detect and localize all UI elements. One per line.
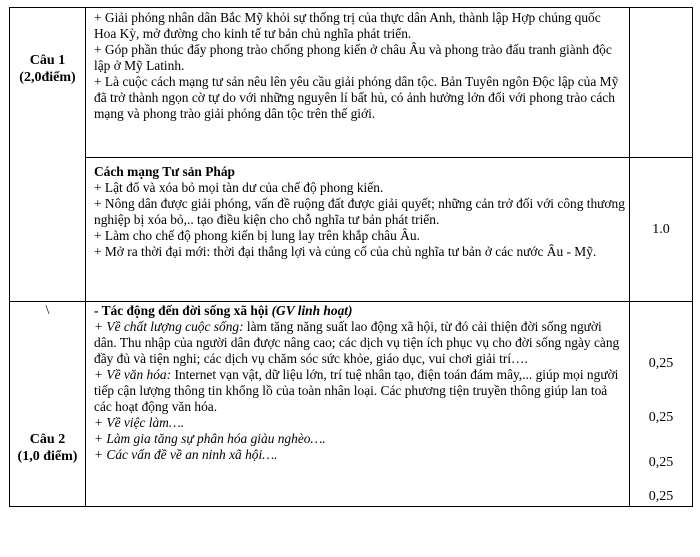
q2-points: (1,0 điểm) (17, 449, 78, 464)
french-heading: Cách mạng Tư sản Pháp (94, 164, 235, 179)
q1-label: Câu 1 (29, 53, 66, 68)
q2-score-4: 0,25 (648, 489, 674, 504)
q1-american-row (10, 8, 693, 158)
q2-security: + Các vấn đề về an ninh xã hội…. (94, 447, 278, 462)
q2-quality (94, 319, 625, 367)
q2-heading: - Tác động đến đời sống xã hội (94, 303, 272, 318)
q2-content (86, 302, 630, 507)
q2-score-3: 0,25 (648, 455, 674, 470)
q2-row (10, 302, 693, 507)
q1-french-row (10, 158, 693, 302)
american-point-3: + Là cuộc cách mạng tư sản nêu lên yêu cầu giải phóng dân tộc. Bản Tuyên ngôn Độc lập của Mỹ đã trở thành ngọn cờ tự do với những nguyên lí bất hủ, có ảnh hưởng lớn đối với phong trào cách mạng và phong trào giải phóng dân tộc trên thế giới. (94, 74, 619, 121)
q2-quality-text: làm tăng năng suất lao động xã hội, từ đó cải thiện đời sống người dân. Thu nhập của người dân được nâng cao; các dịch vụ tiện ích phục vụ cho đời sống ngày càng đầy đủ và tiện nghi; các dịch vụ chăm sóc sức khỏe, giáo dục, vui chơi giải trí…. (94, 319, 620, 366)
q1-points: (2,0điểm) (19, 70, 76, 85)
q1-american-score-cell (630, 8, 693, 158)
q2-jobs: + Về việc làm…. (94, 415, 185, 430)
q2-label: Câu 2 (29, 432, 66, 447)
q2-score-1: 0,25 (648, 356, 674, 371)
french-point-4: + Mở ra thời đại mới: thời đại thắng lợi và củng cố của chủ nghĩa tư bản ở các nước Âu - Mỹ. (94, 244, 597, 259)
q2-heading-note: (GV linh hoạt) (271, 303, 353, 318)
french-point-1: + Lật đổ và xóa bỏ mọi tàn dư của chế độ phong kiến. (94, 180, 384, 195)
q1-label-cell (10, 8, 86, 302)
q1-french-score: 1.0 (630, 158, 693, 302)
q1-american-content (86, 8, 630, 158)
q2-culture (94, 367, 625, 415)
french-point-2: + Nông dân được giải phóng, vấn đề ruộng đất được giải quyết; những cản trở đối với công thương nghiệp bị xóa bỏ,.. tạo điều kiện cho chỗ nghĩa tư bản phát triển. (94, 196, 625, 227)
q2-score-cell (630, 302, 693, 507)
american-point-2: + Góp phần thúc đẩy phong trào chống phong kiến ở châu Âu và phong trào đấu tranh giành độc lập ở Mỹ Latinh. (94, 42, 612, 73)
q2-backslash: \ (45, 303, 50, 318)
q2-culture-text: Internet vạn vật, dữ liệu lớn, trí tuệ nhân tạo, điện toán đám mây,... giúp mọi người tiếp cận lượng thông tin khổng lồ của toàn nhân loại. Các phương tiện truyền thông giúp lan toả các hoạt động văn hóa. (94, 367, 619, 414)
french-point-3: + Làm cho chế độ phong kiến bị lung lay trên khắp châu Âu. (94, 228, 420, 243)
q2-culture-label: + Về văn hóa: (94, 367, 172, 382)
q2-quality-label: + Về chất lượng cuộc sống: (94, 319, 244, 334)
q1-french-content (86, 158, 630, 302)
q2-score-2: 0,25 (648, 410, 674, 425)
answer-table (9, 7, 693, 507)
american-point-1: + Giải phóng nhân dân Bắc Mỹ khỏi sự thống trị của thực dân Anh, thành lập Hợp chúng quốc Hoa Kỳ, mở đường cho kinh tế tư bản chủ nghĩa phát triển. (94, 10, 601, 41)
q2-label-cell (10, 302, 86, 507)
q2-inequality: + Làm gia tăng sự phân hóa giàu nghèo…. (94, 431, 326, 446)
